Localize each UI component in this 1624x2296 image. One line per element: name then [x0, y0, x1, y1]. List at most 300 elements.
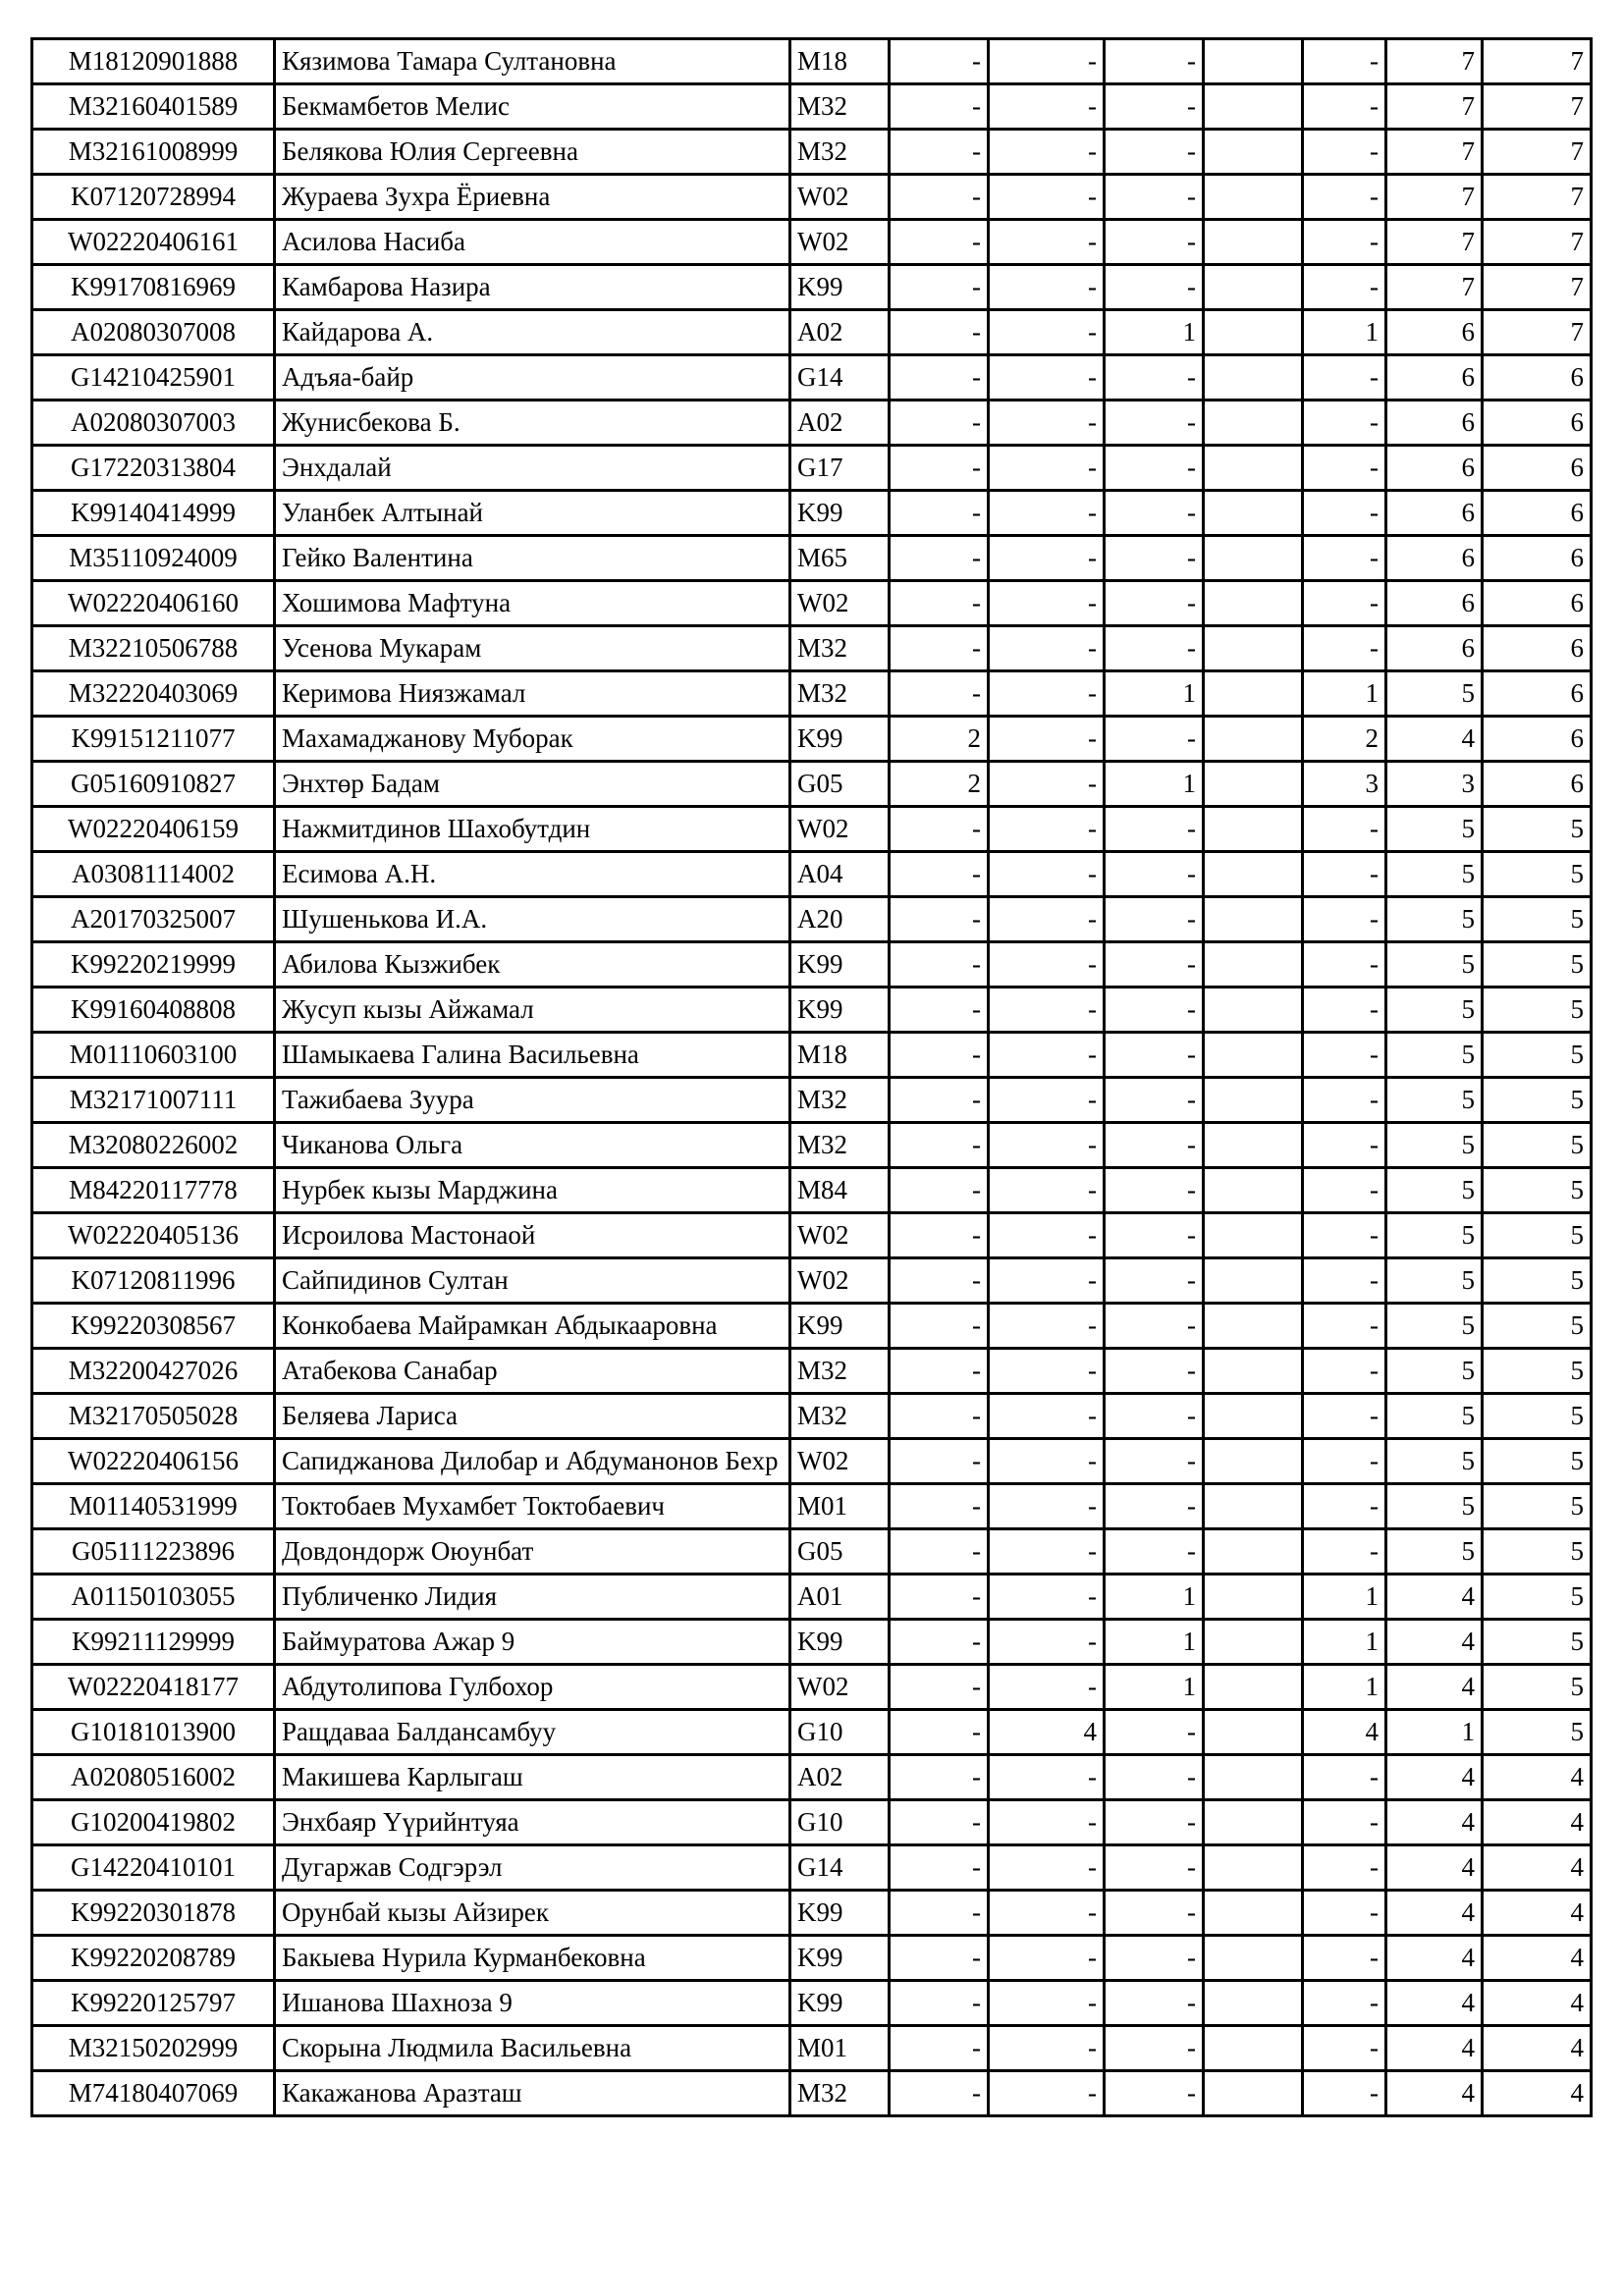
table-row	[32, 1891, 1592, 1936]
value-cell-5: -	[1303, 1258, 1386, 1304]
value-cell-7: 5	[1483, 807, 1592, 852]
value-cell-4	[1204, 1304, 1303, 1349]
member-id-cell: A03081114002	[32, 852, 275, 897]
value-cell-1: -	[890, 1710, 989, 1755]
value-cell-2: -	[989, 1168, 1105, 1213]
member-id-cell: G17220313804	[32, 446, 275, 491]
table-row	[32, 39, 1592, 84]
value-cell-6: 5	[1386, 1484, 1483, 1529]
value-cell-2: -	[989, 1845, 1105, 1891]
member-name-cell: Белякова Юлия Сергеевна	[275, 130, 790, 175]
table-row	[32, 2071, 1592, 2116]
group-code-cell: M32	[790, 626, 890, 671]
value-cell-4	[1204, 1123, 1303, 1168]
value-cell-5: -	[1303, 1078, 1386, 1123]
value-cell-2: -	[989, 1665, 1105, 1710]
value-cell-6: 5	[1386, 1529, 1483, 1575]
value-cell-2: -	[989, 1349, 1105, 1394]
group-code-cell: K99	[790, 491, 890, 536]
value-cell-6: 6	[1386, 581, 1483, 626]
group-code-cell: M32	[790, 130, 890, 175]
value-cell-2: -	[989, 1936, 1105, 1981]
value-cell-1: -	[890, 84, 989, 130]
member-name-cell: Нурбек кызы Марджина	[275, 1168, 790, 1213]
value-cell-6: 5	[1386, 1078, 1483, 1123]
value-cell-4	[1204, 942, 1303, 988]
value-cell-6: 6	[1386, 626, 1483, 671]
value-cell-5: -	[1303, 84, 1386, 130]
value-cell-5: -	[1303, 1755, 1386, 1800]
value-cell-2: -	[989, 84, 1105, 130]
member-id-cell: K99140414999	[32, 491, 275, 536]
table-row	[32, 1213, 1592, 1258]
member-name-cell: Беляева Лариса	[275, 1394, 790, 1439]
group-code-cell: G05	[790, 1529, 890, 1575]
value-cell-4	[1204, 1620, 1303, 1665]
value-cell-7: 5	[1483, 897, 1592, 942]
value-cell-5: -	[1303, 1529, 1386, 1575]
member-id-cell: K99211129999	[32, 1620, 275, 1665]
value-cell-1: -	[890, 1168, 989, 1213]
value-cell-7: 4	[1483, 1981, 1592, 2026]
table-row	[32, 1529, 1592, 1575]
value-cell-2: -	[989, 1078, 1105, 1123]
value-cell-1: -	[890, 1620, 989, 1665]
value-cell-4	[1204, 1033, 1303, 1078]
member-id-cell: M18120901888	[32, 39, 275, 84]
value-cell-4	[1204, 1484, 1303, 1529]
value-cell-6: 7	[1386, 175, 1483, 220]
table-row	[32, 671, 1592, 717]
value-cell-4	[1204, 2071, 1303, 2116]
table-row	[32, 762, 1592, 807]
member-name-cell: Керимова Ниязжамал	[275, 671, 790, 717]
member-id-cell: M32080226002	[32, 1123, 275, 1168]
value-cell-6: 5	[1386, 1394, 1483, 1439]
value-cell-4	[1204, 1891, 1303, 1936]
value-cell-6: 4	[1386, 2071, 1483, 2116]
value-cell-6: 7	[1386, 84, 1483, 130]
table-row	[32, 1710, 1592, 1755]
member-name-cell: Есимова А.Н.	[275, 852, 790, 897]
member-id-cell: K99220219999	[32, 942, 275, 988]
value-cell-2: -	[989, 310, 1105, 355]
value-cell-7: 7	[1483, 175, 1592, 220]
value-cell-7: 4	[1483, 1755, 1592, 1800]
value-cell-5: -	[1303, 581, 1386, 626]
member-name-cell: Гейко Валентина	[275, 536, 790, 581]
member-id-cell: A02080516002	[32, 1755, 275, 1800]
value-cell-3: -	[1105, 717, 1204, 762]
value-cell-7: 6	[1483, 717, 1592, 762]
value-cell-6: 5	[1386, 1349, 1483, 1394]
value-cell-5: -	[1303, 852, 1386, 897]
value-cell-5: -	[1303, 265, 1386, 310]
value-cell-6: 6	[1386, 355, 1483, 400]
value-cell-7: 7	[1483, 265, 1592, 310]
table-row	[32, 355, 1592, 400]
value-cell-3: -	[1105, 1304, 1204, 1349]
table-row	[32, 1845, 1592, 1891]
value-cell-2: -	[989, 536, 1105, 581]
group-code-cell: K99	[790, 1936, 890, 1981]
value-cell-6: 5	[1386, 1033, 1483, 1078]
member-id-cell: G10181013900	[32, 1710, 275, 1755]
value-cell-1: -	[890, 942, 989, 988]
value-cell-1: -	[890, 536, 989, 581]
value-cell-3: -	[1105, 1439, 1204, 1484]
value-cell-5: -	[1303, 897, 1386, 942]
value-cell-4	[1204, 1575, 1303, 1620]
table-row	[32, 1665, 1592, 1710]
value-cell-4	[1204, 175, 1303, 220]
value-cell-6: 3	[1386, 762, 1483, 807]
member-name-cell: Какажанова Аразташ	[275, 2071, 790, 2116]
value-cell-5: -	[1303, 988, 1386, 1033]
value-cell-2: -	[989, 400, 1105, 446]
value-cell-6: 4	[1386, 1575, 1483, 1620]
value-cell-1: -	[890, 2026, 989, 2071]
member-id-cell: M01140531999	[32, 1484, 275, 1529]
member-id-cell: W02220405136	[32, 1213, 275, 1258]
value-cell-3: 1	[1105, 1575, 1204, 1620]
value-cell-2: -	[989, 1394, 1105, 1439]
member-name-cell: Чиканова Ольга	[275, 1123, 790, 1168]
value-cell-1: -	[890, 491, 989, 536]
value-cell-1: -	[890, 1033, 989, 1078]
value-cell-2: -	[989, 1258, 1105, 1304]
member-id-cell: W02220406156	[32, 1439, 275, 1484]
value-cell-6: 6	[1386, 536, 1483, 581]
group-code-cell: M18	[790, 39, 890, 84]
table-row	[32, 265, 1592, 310]
value-cell-3: -	[1105, 175, 1204, 220]
value-cell-3: -	[1105, 852, 1204, 897]
member-name-cell: Сапиджанова Дилобар и Абдуманонов Бехр	[275, 1439, 790, 1484]
value-cell-5: 4	[1303, 1710, 1386, 1755]
member-name-cell: Атабекова Санабар	[275, 1349, 790, 1394]
group-code-cell: W02	[790, 1665, 890, 1710]
value-cell-7: 5	[1483, 988, 1592, 1033]
value-cell-2: -	[989, 671, 1105, 717]
value-cell-3: -	[1105, 1123, 1204, 1168]
value-cell-4	[1204, 988, 1303, 1033]
value-cell-5: -	[1303, 220, 1386, 265]
value-cell-4	[1204, 491, 1303, 536]
value-cell-7: 5	[1483, 1258, 1592, 1304]
table-row	[32, 1439, 1592, 1484]
value-cell-4	[1204, 536, 1303, 581]
group-code-cell: W02	[790, 220, 890, 265]
value-cell-7: 5	[1483, 1123, 1592, 1168]
member-name-cell: Жунисбекова Б.	[275, 400, 790, 446]
value-cell-3: -	[1105, 84, 1204, 130]
value-cell-1: -	[890, 1575, 989, 1620]
value-cell-5: -	[1303, 536, 1386, 581]
table-row	[32, 942, 1592, 988]
value-cell-6: 5	[1386, 1304, 1483, 1349]
value-cell-6: 5	[1386, 1439, 1483, 1484]
member-id-cell: G10200419802	[32, 1800, 275, 1845]
value-cell-7: 5	[1483, 1575, 1592, 1620]
member-name-cell: Исроилова Мастонаой	[275, 1213, 790, 1258]
member-id-cell: G14210425901	[32, 355, 275, 400]
member-id-cell: M32210506788	[32, 626, 275, 671]
value-cell-1: -	[890, 1213, 989, 1258]
value-cell-1: -	[890, 265, 989, 310]
value-cell-4	[1204, 220, 1303, 265]
value-cell-3: -	[1105, 807, 1204, 852]
value-cell-1: -	[890, 1349, 989, 1394]
table-row	[32, 1258, 1592, 1304]
value-cell-3: -	[1105, 39, 1204, 84]
value-cell-5: 1	[1303, 310, 1386, 355]
value-cell-1: 2	[890, 762, 989, 807]
value-cell-3: -	[1105, 1258, 1204, 1304]
value-cell-2: -	[989, 1575, 1105, 1620]
value-cell-4	[1204, 671, 1303, 717]
value-cell-3: -	[1105, 1755, 1204, 1800]
member-name-cell: Публиченко Лидия	[275, 1575, 790, 1620]
value-cell-2: -	[989, 1213, 1105, 1258]
value-cell-1: -	[890, 1981, 989, 2026]
table-row	[32, 400, 1592, 446]
table-row	[32, 130, 1592, 175]
group-code-cell: K99	[790, 1981, 890, 2026]
value-cell-3: -	[1105, 1891, 1204, 1936]
value-cell-2: -	[989, 852, 1105, 897]
value-cell-5: 1	[1303, 1665, 1386, 1710]
value-cell-7: 5	[1483, 1710, 1592, 1755]
member-id-cell: K07120728994	[32, 175, 275, 220]
value-cell-6: 4	[1386, 2026, 1483, 2071]
value-cell-3: -	[1105, 220, 1204, 265]
value-cell-2: -	[989, 942, 1105, 988]
value-cell-1: -	[890, 400, 989, 446]
group-code-cell: G10	[790, 1710, 890, 1755]
member-name-cell: Кайдарова А.	[275, 310, 790, 355]
member-name-cell: Конкобаева Майрамкан Абдыкааровна	[275, 1304, 790, 1349]
table-row	[32, 1168, 1592, 1213]
table-row	[32, 84, 1592, 130]
value-cell-4	[1204, 1845, 1303, 1891]
value-cell-5: -	[1303, 175, 1386, 220]
table-row	[32, 581, 1592, 626]
value-cell-6: 5	[1386, 852, 1483, 897]
value-cell-1: -	[890, 1258, 989, 1304]
value-cell-7: 6	[1483, 491, 1592, 536]
value-cell-7: 5	[1483, 1033, 1592, 1078]
group-code-cell: M32	[790, 1078, 890, 1123]
value-cell-1: -	[890, 175, 989, 220]
value-cell-3: -	[1105, 536, 1204, 581]
value-cell-5: -	[1303, 1168, 1386, 1213]
value-cell-4	[1204, 1755, 1303, 1800]
table-row	[32, 988, 1592, 1033]
member-id-cell: M32170505028	[32, 1394, 275, 1439]
member-id-cell: K99170816969	[32, 265, 275, 310]
value-cell-6: 7	[1386, 265, 1483, 310]
value-cell-2: -	[989, 988, 1105, 1033]
value-cell-5: -	[1303, 39, 1386, 84]
value-cell-4	[1204, 400, 1303, 446]
value-cell-7: 6	[1483, 536, 1592, 581]
value-cell-3: -	[1105, 491, 1204, 536]
value-cell-6: 4	[1386, 1891, 1483, 1936]
value-cell-1: -	[890, 355, 989, 400]
table-row	[32, 717, 1592, 762]
value-cell-1: -	[890, 1800, 989, 1845]
member-name-cell: Жусуп кызы Айжамал	[275, 988, 790, 1033]
value-cell-7: 5	[1483, 1304, 1592, 1349]
value-cell-5: -	[1303, 1439, 1386, 1484]
value-cell-1: -	[890, 1439, 989, 1484]
value-cell-3: -	[1105, 1710, 1204, 1755]
value-cell-3: -	[1105, 1484, 1204, 1529]
group-code-cell: M32	[790, 1123, 890, 1168]
value-cell-1: -	[890, 807, 989, 852]
member-name-cell: Энхдалай	[275, 446, 790, 491]
value-cell-4	[1204, 807, 1303, 852]
value-cell-2: -	[989, 1755, 1105, 1800]
group-code-cell: M32	[790, 84, 890, 130]
value-cell-6: 7	[1386, 220, 1483, 265]
table-row	[32, 536, 1592, 581]
value-cell-4	[1204, 1936, 1303, 1981]
value-cell-5: -	[1303, 1845, 1386, 1891]
value-cell-5: -	[1303, 1304, 1386, 1349]
group-code-cell: G05	[790, 762, 890, 807]
value-cell-4	[1204, 1394, 1303, 1439]
value-cell-3: -	[1105, 1936, 1204, 1981]
value-cell-7: 7	[1483, 130, 1592, 175]
value-cell-3: -	[1105, 2071, 1204, 2116]
member-name-cell: Токтобаев Мухамбет Токтобаевич	[275, 1484, 790, 1529]
value-cell-2: -	[989, 39, 1105, 84]
value-cell-7: 7	[1483, 220, 1592, 265]
value-cell-7: 5	[1483, 1213, 1592, 1258]
value-cell-5: -	[1303, 2026, 1386, 2071]
group-code-cell: M32	[790, 2071, 890, 2116]
value-cell-3: -	[1105, 1078, 1204, 1123]
value-cell-3: 1	[1105, 1620, 1204, 1665]
member-id-cell: M74180407069	[32, 2071, 275, 2116]
value-cell-3: -	[1105, 1349, 1204, 1394]
group-code-cell: A02	[790, 1755, 890, 1800]
member-name-cell: Баймуратова Ажар 9	[275, 1620, 790, 1665]
value-cell-5: -	[1303, 355, 1386, 400]
member-id-cell: G05160910827	[32, 762, 275, 807]
value-cell-4	[1204, 1213, 1303, 1258]
value-cell-5: -	[1303, 491, 1386, 536]
member-id-cell: M32220403069	[32, 671, 275, 717]
value-cell-7: 4	[1483, 1891, 1592, 1936]
value-cell-2: -	[989, 762, 1105, 807]
group-code-cell: A02	[790, 310, 890, 355]
value-cell-1: -	[890, 1936, 989, 1981]
group-code-cell: A04	[790, 852, 890, 897]
member-name-cell: Энхтөр Бадам	[275, 762, 790, 807]
value-cell-3: -	[1105, 1981, 1204, 2026]
value-cell-7: 5	[1483, 942, 1592, 988]
value-cell-3: 1	[1105, 310, 1204, 355]
value-cell-1: -	[890, 581, 989, 626]
value-cell-6: 1	[1386, 1710, 1483, 1755]
value-cell-4	[1204, 310, 1303, 355]
value-cell-2: -	[989, 717, 1105, 762]
value-cell-1: -	[890, 1529, 989, 1575]
value-cell-1: -	[890, 1078, 989, 1123]
group-code-cell: K99	[790, 717, 890, 762]
member-name-cell: Камбарова Назира	[275, 265, 790, 310]
value-cell-5: 1	[1303, 1575, 1386, 1620]
member-name-cell: Уланбек Алтынай	[275, 491, 790, 536]
group-code-cell: M01	[790, 2026, 890, 2071]
member-name-cell: Жураева Зухра Ёриевна	[275, 175, 790, 220]
group-code-cell: W02	[790, 1439, 890, 1484]
group-code-cell: A20	[790, 897, 890, 942]
value-cell-6: 5	[1386, 897, 1483, 942]
member-name-cell: Асилова Насиба	[275, 220, 790, 265]
member-name-cell: Тажибаева Зуура	[275, 1078, 790, 1123]
value-cell-3: -	[1105, 626, 1204, 671]
value-cell-2: -	[989, 1484, 1105, 1529]
member-name-cell: Шушенькова И.А.	[275, 897, 790, 942]
value-cell-2: -	[989, 265, 1105, 310]
value-cell-1: -	[890, 671, 989, 717]
member-id-cell: A02080307003	[32, 400, 275, 446]
member-id-cell: K99220125797	[32, 1981, 275, 2026]
value-cell-4	[1204, 1349, 1303, 1394]
value-cell-7: 6	[1483, 626, 1592, 671]
value-cell-5: -	[1303, 1981, 1386, 2026]
value-cell-7: 5	[1483, 1620, 1592, 1665]
member-name-cell: Абдутолипова Гулбохор	[275, 1665, 790, 1710]
value-cell-1: -	[890, 1304, 989, 1349]
value-cell-6: 7	[1386, 130, 1483, 175]
member-name-cell: Шамыкаева Галина Васильевна	[275, 1033, 790, 1078]
value-cell-7: 7	[1483, 84, 1592, 130]
group-code-cell: W02	[790, 581, 890, 626]
table-row	[32, 1981, 1592, 2026]
value-cell-3: -	[1105, 1168, 1204, 1213]
value-cell-7: 6	[1483, 355, 1592, 400]
value-cell-6: 5	[1386, 807, 1483, 852]
value-cell-4	[1204, 446, 1303, 491]
value-cell-7: 4	[1483, 1845, 1592, 1891]
group-code-cell: M18	[790, 1033, 890, 1078]
group-code-cell: K99	[790, 1620, 890, 1665]
group-code-cell: G14	[790, 355, 890, 400]
member-name-cell: Хошимова Мафтуна	[275, 581, 790, 626]
value-cell-7: 5	[1483, 1665, 1592, 1710]
value-cell-3: -	[1105, 1845, 1204, 1891]
group-code-cell: A01	[790, 1575, 890, 1620]
value-cell-7: 5	[1483, 1078, 1592, 1123]
value-cell-1: -	[890, 1484, 989, 1529]
value-cell-4	[1204, 84, 1303, 130]
value-cell-4	[1204, 1665, 1303, 1710]
value-cell-4	[1204, 626, 1303, 671]
value-cell-3: 1	[1105, 762, 1204, 807]
member-name-cell: Усенова Мукарам	[275, 626, 790, 671]
value-cell-5: -	[1303, 1936, 1386, 1981]
value-cell-6: 4	[1386, 1936, 1483, 1981]
table-row	[32, 1484, 1592, 1529]
group-code-cell: M65	[790, 536, 890, 581]
member-id-cell: A01150103055	[32, 1575, 275, 1620]
results-table	[30, 37, 1593, 2117]
